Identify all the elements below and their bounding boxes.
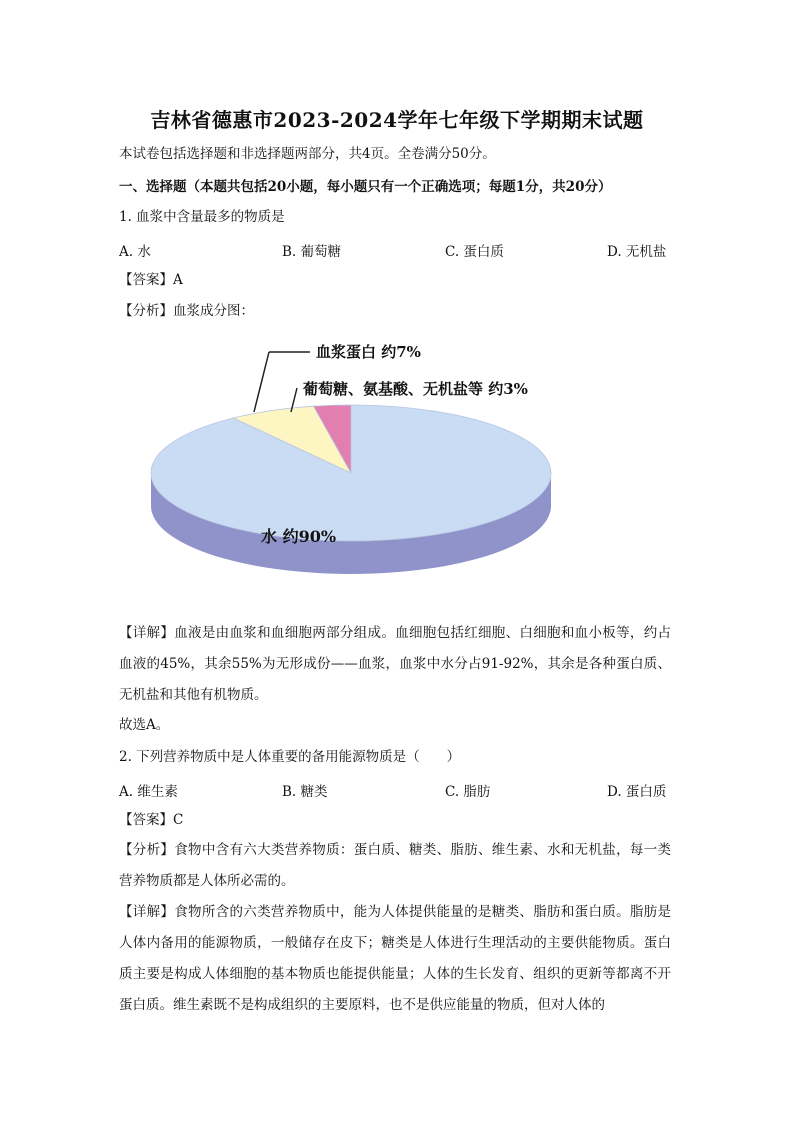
q2-detail: 【详解】食物所含的六类营养物质中，能为人体提供能量的是糖类、脂肪和蛋白质。脂肪是人体内备用的能源物质，一般储存在皮下；糖类是人体进行生理活动的主要供能物质。蛋白质主要是构成人体细胞的基本物质也能提供能量；人体的生长发育、组织的更新等都离不开蛋白质。维生素既不是构成组织的主要原料，也不是供应能量的物质，但对人体的 bbox=[119, 904, 671, 1013]
q1-option-a: A. 水 bbox=[119, 244, 151, 260]
pie-label-water: 水 约90% bbox=[261, 527, 337, 546]
q2-option-c: C. 脂肪 bbox=[445, 784, 491, 800]
page-title: 吉林省德惠市2023-2024学年七年级下学期期末试题 bbox=[150, 108, 644, 132]
question-2-stem: 2. 下列营养物质中是人体重要的备用能源物质是（ ） bbox=[119, 749, 461, 765]
pie-label-glucose: 葡萄糖、氨基酸、无机盐等 约3% bbox=[303, 380, 528, 398]
q2-option-a: A. 维生素 bbox=[119, 784, 178, 800]
q1-analysis: 【分析】血浆成分图： bbox=[119, 303, 254, 319]
q1-option-d: D. 无机盐 bbox=[607, 244, 667, 260]
q2-analysis: 【分析】食物中含有六大类营养物质：蛋白质、糖类、脂肪、维生素、水和无机盐，每一类营养物质都是人体所必需的。 bbox=[119, 842, 671, 889]
q1-answer: 【答案】A bbox=[119, 272, 183, 288]
pie-top bbox=[151, 405, 551, 541]
q1-option-c: C. 蛋白质 bbox=[445, 244, 504, 260]
question-1-stem: 1. 血浆中含量最多的物质是 bbox=[119, 209, 285, 225]
pie-label-protein: 血浆蛋白 约7% bbox=[316, 343, 421, 361]
plasma-pie-chart bbox=[121, 336, 591, 616]
q2-option-b: B. 糖类 bbox=[282, 784, 328, 800]
q2-answer: 【答案】C bbox=[119, 812, 184, 828]
q1-detail: 【详解】血液是由血浆和血细胞两部分组成。血细胞包括红细胞、白细胞和血小板等，约占血液的45%，其余55%为无形成份——血浆，血浆中水分占91-92%，其余是各种蛋白质、无机盐和其他有机物质。 bbox=[119, 625, 671, 703]
q2-option-d: D. 蛋白质 bbox=[607, 784, 667, 800]
section-heading: 一、选择题（本题共包括20小题，每小题只有一个正确选项；每题1分，共20分） bbox=[119, 179, 612, 195]
q1-conclusion: 故选A。 bbox=[119, 717, 170, 733]
intro-text: 本试卷包括选择题和非选择题两部分，共4页。全卷满分50分。 bbox=[119, 146, 496, 162]
q1-option-b: B. 葡萄糖 bbox=[282, 244, 342, 260]
leader-line-protein bbox=[254, 352, 269, 412]
